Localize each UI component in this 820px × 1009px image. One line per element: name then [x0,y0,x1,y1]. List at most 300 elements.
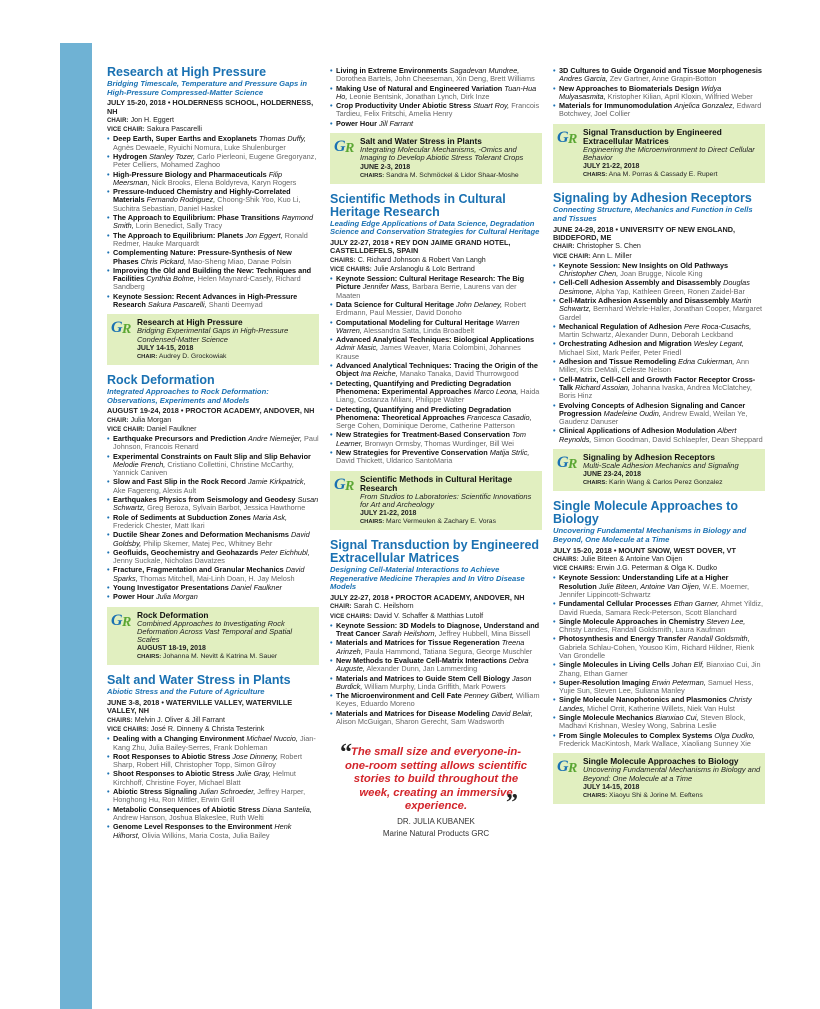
chair-line [107,116,319,125]
session-speaker: Olga Dudko, [714,730,755,740]
session-title: Adhesion and Tissue Remodeling [559,357,677,367]
session-speaker: Stuart Roy, [473,101,510,111]
grs-logo-g: G [557,758,569,776]
grs-title: Signal Transduction by Engineered Extracellular Matrices [583,126,722,146]
conference-date-location: JULY 15-20, 2018 • HOLDERNESS SCHOOL, HOLDERNESS, NH [107,98,314,116]
session-item [107,584,319,592]
session-title: The Approach to Equilibrium: Planets [113,230,244,240]
bullet-icon: • [553,573,556,583]
session-participants: David Thickett, Uldarico SantoMaria [336,456,453,466]
grs-logo-icon [111,612,135,630]
chair-label: VICE CHAIR: [107,426,145,433]
session-list [107,735,319,840]
bullet-icon: • [330,620,333,630]
chair-line [553,555,765,564]
session-speaker: David Belair, [491,708,533,718]
chair-label: VICE CHAIRS: [553,566,595,573]
chair-label: CHAIRS: [553,556,579,563]
grs-logo-g: G [557,454,569,472]
bullet-icon: • [553,295,556,305]
grs-logo-icon [334,476,358,494]
chair-line [553,242,765,251]
column-2 [330,66,542,839]
session-item [553,67,765,84]
session-item [330,362,542,379]
session-speaker: Julie Gray, [236,769,271,779]
grs-chairs [360,518,538,526]
grs-date: JULY 21-22, 2018 [583,163,640,171]
session-participants: William Keyes, Eduardo Moreno [336,691,540,709]
session-participants: Shanti Deemyad [208,300,263,310]
session-speaker: Daniel Faulkner [230,582,282,592]
bullet-icon: • [553,357,556,367]
session-title: Photosynthesis and Energy Transfer [559,634,686,644]
session-title: The Microenvironment and Cell Fate [336,691,462,701]
bullet-icon: • [553,83,556,93]
chair-line [107,716,319,725]
grs-box [553,124,765,184]
grs-subtitle: Combined Approaches to Investigating Rock Deformation Across Vast Temporal and Spatial Scales [137,618,293,645]
bullet-icon: • [330,708,333,718]
grs-chairs-label: CHAIRS: [137,654,162,661]
chair-names: C. Richard Johnson & Robert Van Langh [357,255,486,264]
session-item [553,574,765,599]
conference-subtitle: Abiotic Stress and the Future of Agriculture [107,687,265,697]
bullet-icon: • [330,430,333,440]
session-item [330,431,542,448]
session-participants: Paul Johnson, Francois Renard [113,433,319,452]
session-participants: Ann Miller, Kris DeMali, Celeste Nelson [559,357,750,375]
grs-date: JUNE 2-3, 2018 [360,163,411,171]
grs-logo-r: R [568,761,578,777]
session-title: Materials and Matrices for Disease Modeling [336,708,490,718]
grs-logo-icon [334,138,358,156]
conference-date-location: JULY 15-20, 2018 • MOUNT SNOW, WEST DOVER, VT [553,545,736,555]
session-title: Genome Level Responses to the Environment [113,822,273,832]
side-color-band [60,43,92,1009]
session-title: Single Molecule Nanophotonics and Plasmonics [559,695,727,705]
session-title: Orchestrating Adhesion and Migration [559,339,692,349]
bullet-icon: • [330,638,333,648]
grs-logo-r: R [568,457,578,473]
session-title: New Approaches to Biomaterials Design [559,83,700,93]
bullet-icon: • [553,677,556,687]
session-participants: Frederick MacKintosh, Mark Wallace, Xiaoliang Sunney Xie [559,738,751,748]
session-title: Materials and Matrices for Tissue Regeneration [336,638,500,648]
session-title: Detecting, Quantifying and Predicting Degradation Phenomena: Experimental Approaches [336,378,512,396]
bullet-icon: • [107,530,110,540]
chair-names: Sarah C. Heilshorn [353,602,414,611]
session-participants: Michael Sixt, Mark Peifer, Peter Friedl [559,347,682,357]
session-title: Keynote Session: New Insights on Old Pathways [559,260,729,270]
bullet-icon: • [553,634,556,644]
grs-logo-icon [111,319,135,337]
grs-subtitle: Engineering the Microenvironment to Direct Cellular Behavior [583,144,755,163]
conference-section [553,192,765,491]
session-title: Data Science for Cultural Heritage [336,299,455,309]
session-title: Crop Productivity Under Abiotic Stress [336,101,472,111]
session-title: Root Responses to Abiotic Stress [113,751,231,761]
bullet-icon: • [330,83,333,93]
bullet-icon: • [553,695,556,705]
session-item [553,323,765,340]
grs-chairs [360,172,538,180]
session-participants: Agnès Dewaele, Ryuichi Nomura, Luke Shulenburger [113,142,286,152]
session-participants: Johanna Ivaska, Andrea McClatchey, Boris Hinz [559,382,752,401]
session-speaker: Treena Arinzeh, [336,638,525,656]
conference-subtitle: Leading Edge Applications of Data Science, Degradation Science and Conservation Strategies for Cultural Heritage [330,218,540,237]
chair-names: David V. Schaffer & Matthias Lutolf [373,611,484,620]
session-item [330,622,542,639]
session-title: Power Hour [113,592,154,602]
session-title: Ductile Shear Zones and Deformation Mechanisms [113,530,289,540]
session-speaker: Sarah Heilshorn, [382,629,437,639]
grs-chairs-names: Marc Vermeulen & Zachary E. Voras [386,518,496,526]
bullet-icon: • [107,787,110,797]
session-participants: Lorin Benedict, Sally Tracy [135,221,223,231]
conference-title: Salt and Water Stress in Plants [107,673,291,688]
session-participants: Alexander Dunn, Jan Lammerding [366,664,478,674]
grs-logo-r: R [345,478,355,494]
session-title: Super-Resolution Imaging [559,677,650,687]
session-speaker: Michael Nuccio, [246,734,298,744]
session-participants: Michel Orrit, Katherine Willets, Niek Van Hulst [587,703,735,713]
session-speaker: John Delaney, [456,299,503,309]
chair-names: Ann L. Miller [592,251,632,260]
session-speaker: Matija Strlic, [489,448,530,458]
bullet-icon: • [107,547,110,557]
session-title: Shoot Responses to Abiotic Stress [113,769,235,779]
bullet-icon: • [107,291,110,301]
session-title: Slow and Fast Slip in the Rock Record [113,477,246,487]
grs-subtitle: Multi-Scale Adhesion Mechanics and Signaling [583,461,739,471]
bullet-icon: • [107,248,110,258]
session-speaker: Christy Landes, [559,695,752,713]
session-title: Cell-Cell Adhesion Assembly and Disassembly [559,278,722,288]
session-participants: Helmut Kirchhoff, Christine Foyer, Michael Blatt [113,769,296,787]
session-participants: Edward Botchwey, Joel Collier [559,101,762,119]
bullet-icon: • [553,426,556,436]
session-title: Evolving Concepts of Adhesion Signaling and Cancer Progression [559,400,746,418]
session-participants: Robert Sharp, Robert Hill, Christopher Topp, Simon Gilroy [113,751,302,770]
session-title: Experimental Constraints on Fault Slip and Slip Behavior [113,451,311,461]
grs-box [553,753,765,804]
session-speaker: Erwin Peterman, [651,677,706,687]
session-participants: Cristiano Collettini, Christine McCarthy, Yannick Caniven [113,459,294,478]
bullet-icon: • [553,374,556,384]
session-item [553,279,765,296]
session-participants: James Weaver, Maria Colombini, Johannes Krause [336,343,521,361]
quote-close-icon: ” [506,789,518,816]
session-item [107,232,319,249]
conference-date-location: JUNE 3-8, 2018 • WATERVILLE VALLEY, WATERVILLE VALLEY, NH [107,698,293,716]
bullet-icon: • [330,361,333,371]
session-speaker: Randall Goldsmith, [687,634,750,644]
session-speaker: Stanley Tozer, [149,152,196,161]
chair-line [107,125,319,134]
session-speaker: Melodie French, [113,459,166,469]
session-participants: Steven Block, Madhavi Krishnan, Wesley Wong, Sabrina Leslie [559,713,746,731]
session-item [330,120,542,128]
chair-label: CHAIR: [107,417,129,424]
bullet-icon: • [553,339,556,349]
grs-chairs [583,479,761,487]
session-speaker: Jason Burdick, [336,673,532,691]
grs-title: Research at High Pressure [137,317,243,328]
chair-line [107,425,319,434]
conference-section [330,193,542,531]
session-title: Making Use of Natural and Engineered Variation [336,83,503,93]
chair-line [553,564,765,573]
column-1 [107,66,319,849]
session-participants: Mao-Sheng Miao, Danae Polsin [188,256,292,266]
chair-names: Erwin J.G. Peterman & Olga K. Dudko [596,564,718,573]
bullet-icon: • [330,448,333,458]
bullet-icon: • [553,660,556,670]
session-item [330,639,542,656]
session-item [107,153,319,170]
session-participants: Martin Schwartz, Alexander Dunn, Deborah Leckband [559,330,734,340]
bullet-icon: • [553,599,556,609]
session-participants: Ahmet Yildiz, David Rueda, Samara Reck-Peterson, Scott Blanchard [559,599,764,617]
chair-line [330,612,542,621]
bullet-icon: • [330,299,333,309]
grs-logo-g: G [111,319,123,337]
session-speaker: Edna Cukierman, [678,357,735,367]
bullet-icon: • [107,822,110,832]
session-list [107,135,319,309]
session-speaker: Penney Gilbert, [463,691,515,701]
bullet-icon: • [107,751,110,761]
session-item [107,806,319,823]
bullet-icon: • [107,477,110,487]
session-speaker: Sakura Pascarelli, [147,300,207,310]
bullet-icon: • [553,713,556,723]
bullet-icon: • [553,730,556,740]
grs-date: JULY 14-15, 2018 [583,783,640,791]
grs-date: AUGUST 18-19, 2018 [137,645,206,653]
chair-label: VICE CHAIRS: [330,266,372,273]
session-item [553,102,765,119]
grs-logo-r: R [122,614,132,630]
grs-logo-g: G [334,475,346,493]
session-item [107,171,319,188]
session-participants: Andrew Ewald, Weilan Ye, Gaudenz Danuser [559,408,748,427]
session-participants: Barbara Berrie, Laurens van der Maaten [336,282,517,300]
session-item [107,770,319,787]
session-item [330,319,542,336]
session-item [330,710,542,727]
session-participants: Andrew Hanson, Joshua Blakeslee, Ruth Welti [113,812,264,822]
session-speaker: Andres Garcia, [559,74,608,84]
session-title: Computational Modeling for Cultural Heritage [336,317,494,327]
session-participants: Frederick Chester, Matt Ikari [113,520,205,530]
chair-label: VICE CHAIRS: [107,727,149,734]
conference-date-location: JULY 22-27, 2018 • REY DON JAIME GRAND HOTEL, CASTELLDEFELS, SPAIN [330,237,511,256]
session-title: Detecting, Quantifying and Predicting Degradation Phenomena: Theoretical Approaches [336,404,512,422]
grs-logo-g: G [557,128,569,146]
session-title: Role of Sediments at Subduction Zones [113,512,251,522]
bullet-icon: • [330,673,333,683]
grs-logo-icon [557,129,581,147]
session-title: Dealing with a Changing Environment [113,734,245,744]
session-title: Pressure-Induced Chemistry and Highly-Correlated Materials [113,187,291,205]
chair-label: CHAIRS: [330,257,356,264]
bullet-icon: • [553,66,556,75]
quote-open-icon: “ [340,740,352,767]
session-title: Cell-Matrix, Cell-Cell and Growth Factor Receptor Cross-Talk [559,374,756,392]
conference-section [330,67,542,184]
chair-label: VICE CHAIR: [107,127,145,134]
bullet-icon: • [107,451,110,461]
chair-label: CHAIR: [107,118,129,124]
bullet-icon: • [330,404,333,414]
session-participants: William Murphy, Linda Griffith, Mark Powers [364,681,506,691]
session-item [330,336,542,361]
session-speaker: Wesley Legant, [693,339,744,349]
grs-chairs-label: CHAIRS: [360,172,385,179]
session-speaker: Chris Pickard, [140,256,187,266]
grs-logo-r: R [568,131,578,147]
session-participants: Alpha Yap, Kathleen Green, Ronen Zaidel-Bar [595,286,745,296]
session-speaker: Albert Reynolds, [559,426,737,444]
conference-subtitle: Bridging Timescale, Temperature and Pressure Gaps in High-Pressure Compressed-Matter Science [107,79,308,97]
column-3 [553,66,765,813]
session-participants: Jeffrey Harper, Honghong Hu, Ron Mittler, Erwin Grill [113,787,306,805]
conference-title: Signaling by Adhesion Receptors [553,191,752,206]
grs-box [107,314,319,365]
session-participants: Philip Skemer, Matej Pec, Whitney Behr [143,538,273,548]
bullet-icon: • [107,169,110,179]
session-item [553,297,765,322]
chair-names: Jon H. Eggert [130,116,174,124]
session-item [330,449,542,466]
session-participants: Choong-Shik Yoo, Kuo Li, Suchitra Sebastian, Daniel Haskel [113,195,301,213]
session-speaker: Cynthia Bolme, [146,274,196,284]
bullet-icon: • [330,274,333,284]
grs-date: JULY 21-22, 2018 [360,510,417,518]
session-speaker: David Sparks, [113,565,305,583]
conference-title: Research at High Pressure [107,65,267,79]
session-item [107,453,319,478]
session-participants: Manako Tanaka, David Thurrowgood [399,369,519,379]
session-item [107,478,319,495]
chair-line [107,416,319,425]
bullet-icon: • [107,769,110,779]
session-speaker: Julia Morgan [155,592,198,602]
session-item [107,549,319,566]
bullet-icon: • [107,433,110,443]
session-title: Complementing Nature: Pressure-Synthesis of New Phases [113,248,292,266]
grs-chairs [583,792,761,800]
conference-subtitle: Designing Cell-Material Interactions to Achieve Regenerative Medicine Therapies and In Vitro Disease Models [330,565,525,592]
session-speaker: Marco Leona, [473,386,519,396]
session-title: Single Molecules in Living Cells [559,660,670,670]
session-item [107,267,319,292]
session-speaker: Tom Learner, [336,430,526,448]
session-title: Earthquakes Physics from Seismology and Geodesy [113,495,296,505]
session-item [553,262,765,279]
bullet-icon: • [553,400,556,410]
bullet-icon: • [330,691,333,701]
session-speaker: Filip Meersman, [113,169,283,187]
bullet-icon: • [553,260,556,270]
session-item [330,692,542,709]
session-item [107,753,319,770]
session-participants: Joan Brugge, Nicole King [620,269,703,279]
session-speaker: Susan Schwartz, [113,495,319,513]
session-participants: Nick Brooks, Elena Boldyreva, Karyn Rogers [151,177,297,187]
session-item [553,618,765,635]
grs-chairs-label: CHAIR: [137,353,158,360]
session-item [107,788,319,805]
chair-line [330,265,542,274]
session-participants: Ake Fagereng, Alexis Ault [113,485,197,495]
chair-label: CHAIRS: [107,717,133,724]
bullet-icon: • [330,335,333,345]
session-speaker: Julian Schroeder, [198,787,256,797]
grs-subtitle: Uncovering Fundamental Mechanisms in Biology and Beyond: One Molecule at a Time [583,765,761,783]
session-speaker: Martin Schwartz, [559,295,752,314]
session-speaker: Peter Eichhubl, [260,547,310,557]
grs-chairs-names: Audrey D. Grockowiak [158,352,227,360]
session-item [107,531,319,548]
conference-title: Signal Transduction by Engineered Extracellular Matrices [330,538,540,566]
grs-chairs-label: CHAIRS: [583,792,608,799]
bullet-icon: • [107,734,110,744]
session-title: New Strategies for Preventive Conservation [336,448,488,458]
session-item [553,696,765,713]
bullet-icon: • [553,101,556,111]
session-item [107,249,319,266]
grs-subtitle: From Studios to Laboratories: Scientific Innovations for Art and Archeology [360,491,532,509]
chair-names: Melvin J. Oliver & Jill Farrant [134,715,225,724]
session-item [330,406,542,431]
grs-logo-r: R [345,141,355,157]
grs-logo-icon [557,454,581,472]
session-title: Clinical Applications of Adhesion Modulation [559,426,716,436]
bullet-icon: • [330,118,333,128]
session-participants: Robert Erdmann, Paul Messier, David Donoho [336,299,527,318]
session-title: Single Molecule Mechanics [559,713,654,723]
session-title: Geofluids, Geochemistry and Geohazards [113,547,259,557]
session-speaker: Bianxiao Cui, [655,713,699,723]
session-item [553,358,765,375]
grs-logo-g: G [111,611,123,629]
conference-section [553,500,765,804]
session-participants: Simon Goodman, David Schlaepfer, Dean Sheppard [593,434,763,444]
chair-label: VICE CHAIR: [553,253,591,260]
quote-text: The small size and everyone-in-one-room setting allows scientific stories to build throughout the week, creating an immersive experience. [344,746,528,813]
bullet-icon: • [330,101,333,111]
session-speaker: Julie Biteen, Antoine Van Oijen, [598,581,701,591]
conference-section [330,539,542,726]
session-participants: Bronwyn Ormsby, Thomas Wurdinger, Bill Wei [364,438,514,448]
session-item [107,823,319,840]
session-item [553,402,765,427]
session-participants: Zev Gartner, Anne Grapin-Botton [609,74,717,84]
session-participants: Samuel Hess, Yujie Sun, Steven Lee, Suliana Manley [559,677,754,696]
session-list [553,262,765,444]
session-title: 3D Cultures to Guide Organoid and Tissue Morphogenesis [559,66,762,75]
grs-chairs [137,353,315,361]
conference-title: Rock Deformation [107,372,215,387]
session-title: Earthquake Precursors and Prediction [113,433,247,443]
grs-logo-icon [557,758,581,776]
session-participants: Greg Beroza, Sylvain Barbot, Jessica Hawthorne [147,503,306,513]
session-speaker: Tuan-Hua Ho, [336,83,537,101]
session-participants: Jian-Kang Zhu, Julia Bailey-Serres, Frank Dohleman [113,734,316,752]
